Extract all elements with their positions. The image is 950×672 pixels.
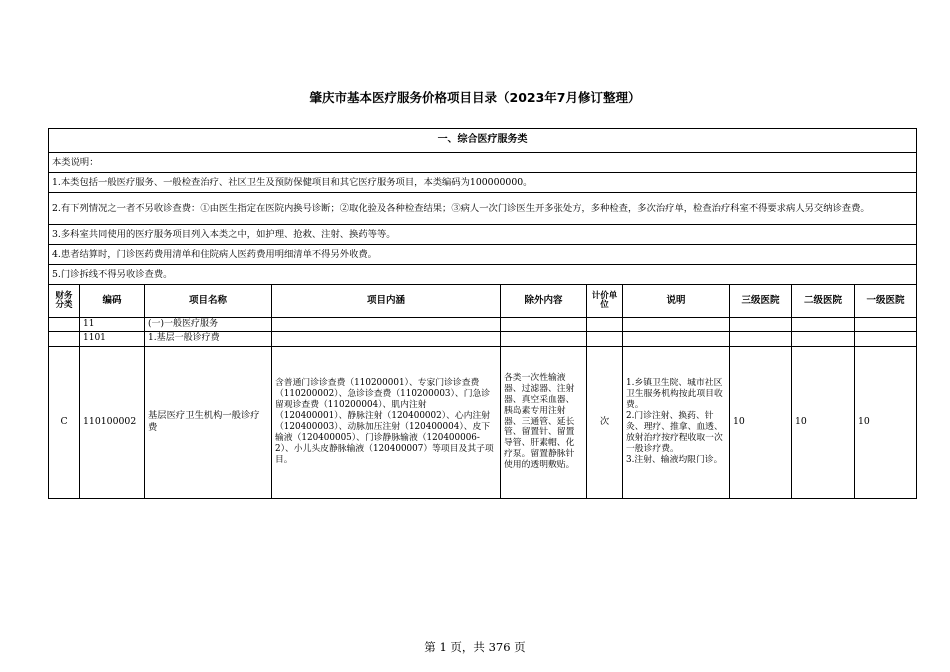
- header-excluded: 除外内容: [501, 285, 587, 318]
- table-header-row: [49, 285, 917, 318]
- price-catalog-table: [48, 128, 917, 499]
- table-row: [49, 346, 917, 498]
- note-2: 2.有下列情况之一者不另收诊查费：①由医生指定在医院内换号诊断；②取化验及各种检查结果；③病人一次门诊医生开多张处方，多种检查，多次治疗单，检查治疗科室不得要求病人另交纳诊查费。: [49, 193, 917, 225]
- cell-price-level3: 10: [730, 346, 792, 498]
- header-level2-hospital: 二级医院: [792, 285, 855, 318]
- cell-name: 1.基层一般诊疗费: [145, 332, 272, 346]
- table-row: [49, 318, 917, 332]
- cell-unit: 次: [587, 346, 623, 498]
- header-level3-hospital: 三级医院: [730, 285, 792, 318]
- cell-name: 基层医疗卫生机构一般诊疗费: [145, 346, 272, 498]
- cell-category: C: [49, 346, 80, 498]
- cell-excluded: 各类一次性输液器、过滤器、注射器、真空采血器、胰岛素专用注射器、三通管、延长管、留置针、留置导管、肝素帽、化疗泵。留置静脉针使用的透明敷贴。: [501, 346, 587, 498]
- cell-code: 110100002: [80, 346, 145, 498]
- note-1: 1.本类包括一般医疗服务、一般检查治疗、社区卫生及预防保健项目和其它医疗服务项目，本类编码为100000000。: [49, 173, 917, 193]
- note-4: 4.患者结算时，门诊医药费用清单和住院病人医药费用明细清单不得另外收费。: [49, 245, 917, 265]
- header-finance-category: 财务分类: [49, 285, 80, 318]
- header-unit: 计价单位: [587, 285, 623, 318]
- cell-category: [49, 332, 80, 346]
- cell-content: 含普通门诊诊查费（110200001）、专家门诊诊查费（110200002）、急诊诊查费（110200003）、门急诊留观诊查费（110200004）、肌内注射（120400001）、静脉注射（120400002）、心内注射（120400003）、动脉加压注射（120400004）、皮下输液（120400005）、门诊静脉输液（120400006-2）、小儿头皮静脉输液（120400007）等项目及其子项目。: [272, 346, 501, 498]
- note-3: 3.多科室共同使用的医疗服务项目列入本类之中，如护理、抢救、注射、换药等等。: [49, 225, 917, 245]
- section-title: 一、综合医疗服务类: [49, 129, 917, 153]
- cell-category: [49, 318, 80, 332]
- cell-price-level2: 10: [792, 346, 855, 498]
- cell-code: 11: [80, 318, 145, 332]
- table-row: [49, 332, 917, 346]
- header-item-content: 项目内涵: [272, 285, 501, 318]
- cell-remarks: 1.乡镇卫生院、城市社区卫生服务机构按此项目收费。 2.门诊注射、换药、针灸、理疗、推拿、血透、放射治疗按疗程收取一次一般诊疗费。 3.注射、输液均限门诊。: [623, 346, 730, 498]
- header-level1-hospital: 一级医院: [855, 285, 917, 318]
- cell-name: (一)一般医疗服务: [145, 318, 272, 332]
- note-5: 5.门诊拆线不得另收诊查费。: [49, 265, 917, 285]
- header-code: 编码: [80, 285, 145, 318]
- document-title: 肇庆市基本医疗服务价格项目目录（2023年7月修订整理）: [309, 90, 641, 105]
- cell-price-level1: 10: [855, 346, 917, 498]
- cell-code: 1101: [80, 332, 145, 346]
- header-remarks: 说明: [623, 285, 730, 318]
- note-intro: 本类说明：: [49, 153, 917, 173]
- header-item-name: 项目名称: [145, 285, 272, 318]
- page-footer: 第 1 页，共 376 页: [424, 640, 526, 654]
